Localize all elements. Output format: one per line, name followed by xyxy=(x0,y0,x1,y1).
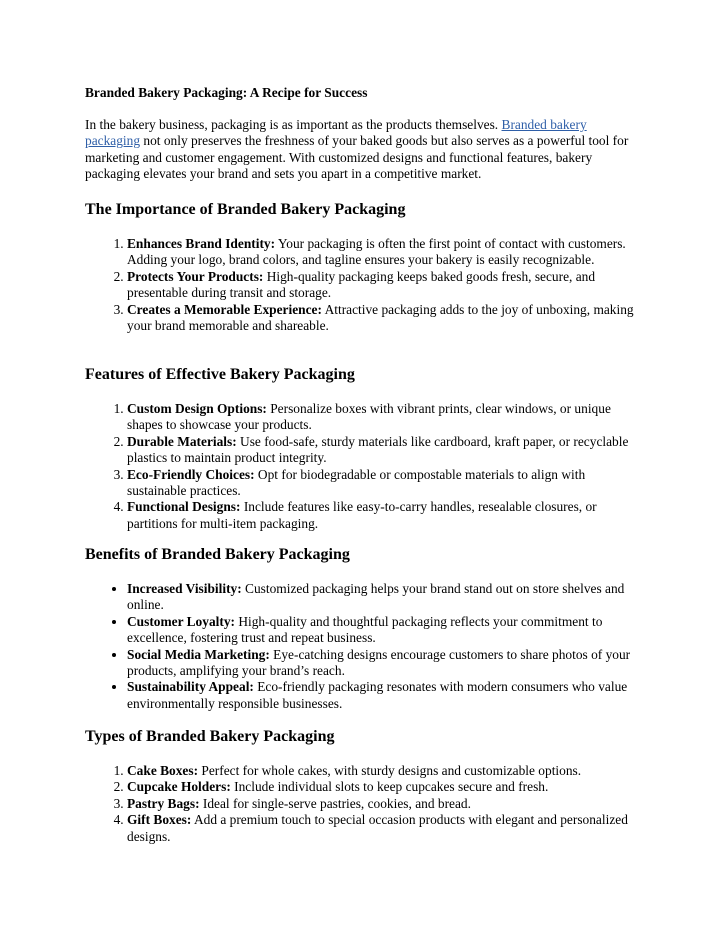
list-item-term: Enhances Brand Identity: xyxy=(127,236,276,251)
list-item-text: Add a premium touch to special occasion products with elegant and personalized designs. xyxy=(127,812,628,844)
list-item-term: Increased Visibility: xyxy=(127,581,242,596)
list-item-term: Sustainability Appeal: xyxy=(127,679,254,695)
list-item-text: Include features like easy-to-carry handles, resealable closures, or partitions for multi-item packaging. xyxy=(127,499,597,531)
list-item-text: Opt for biodegradable or compostable materials to align with sustainable practices. xyxy=(127,466,586,499)
list-item xyxy=(127,779,645,795)
section-benefits xyxy=(85,545,645,712)
list-item xyxy=(127,467,645,500)
section-importance xyxy=(85,200,645,334)
list-item-text: High-quality packaging keeps baked goods fresh, secure, and presentable during transit and storage. xyxy=(127,268,596,301)
list-item-text: Attractive packaging adds to the joy of unboxing, making your brand memorable and shareable. xyxy=(127,301,634,334)
list-item-term: Eco-Friendly Choices: xyxy=(127,466,255,482)
list-item-term: Gift Boxes: xyxy=(127,812,192,828)
list-item xyxy=(127,581,645,614)
list-item-text: Your packaging is often the first point of contact with customers. Adding your logo, brand colors, and tagline ensures your bakery is easily recognizable. xyxy=(127,236,626,268)
list-item-text: High-quality and thoughtful packaging reflects your commitment to excellence, fostering trust and repeat business. xyxy=(127,613,603,646)
intro-text-end: not only preserves the freshness of your baked goods but also serves as a powerful tool for marketing and customer engagement. With customized designs and functional features, bakery packaging elevates your brand and sets you apart in a competitive market. xyxy=(85,133,629,182)
list-item-text: Perfect for whole cakes, with sturdy designs and customizable options. xyxy=(198,763,582,778)
numbered-list xyxy=(85,401,645,532)
section-types xyxy=(85,727,645,845)
list-item xyxy=(127,614,645,647)
list-item-term: Social Media Marketing: xyxy=(127,646,270,662)
list-item xyxy=(127,763,645,779)
list-item-text: Customized packaging helps your brand stand out on store shelves and online. xyxy=(127,581,625,613)
section-heading: The Importance of Branded Bakery Packaging xyxy=(85,201,406,218)
list-item-term: Protects Your Products: xyxy=(127,268,264,284)
list-item xyxy=(127,499,645,532)
list-item-term: Customer Loyalty: xyxy=(127,613,235,629)
branded-bakery-packaging-link[interactable]: Branded bakery packaging xyxy=(85,117,587,149)
bulleted-list xyxy=(85,581,645,712)
list-item xyxy=(127,796,645,812)
numbered-list xyxy=(85,763,645,845)
list-item xyxy=(127,401,645,434)
list-item-term: Custom Design Options: xyxy=(127,401,267,416)
list-item-text: Personalize boxes with vibrant prints, clear windows, or unique shapes to showcase your products. xyxy=(127,401,611,433)
list-item-term: Cake Boxes: xyxy=(127,763,199,778)
intro-text-start: In the bakery business, packaging is as important as the products themselves. xyxy=(85,117,502,132)
section-heading: Features of Effective Bakery Packaging xyxy=(85,366,355,383)
list-item xyxy=(127,434,645,467)
numbered-list xyxy=(85,236,645,334)
list-item xyxy=(127,269,645,302)
list-item-term: Creates a Memorable Experience: xyxy=(127,301,322,317)
intro-paragraph xyxy=(85,117,635,183)
section-heading: Types of Branded Bakery Packaging xyxy=(85,728,335,745)
list-item-term: Cupcake Holders: xyxy=(127,779,231,795)
list-item-text: Eye-catching designs encourage customers to share photos of your products, amplifying your brand’s reach. xyxy=(127,646,631,679)
list-item-text: Eco-friendly packaging resonates with modern consumers who value environmentally responsible businesses. xyxy=(127,679,628,711)
list-item xyxy=(127,236,645,269)
list-item-text: Ideal for single-serve pastries, cookies, and bread. xyxy=(199,795,471,811)
list-item-term: Pastry Bags: xyxy=(127,795,200,811)
section-heading: Benefits of Branded Bakery Packaging xyxy=(85,546,350,563)
list-item xyxy=(127,679,645,712)
list-item-text: Use food-safe, sturdy materials like cardboard, kraft paper, or recyclable plastics to maintain product integrity. xyxy=(127,433,629,466)
list-item-term: Functional Designs: xyxy=(127,499,241,515)
document-title: Branded Bakery Packaging: A Recipe for Success xyxy=(85,85,368,100)
list-item-text: Include individual slots to keep cupcakes secure and fresh. xyxy=(230,779,549,795)
list-item xyxy=(127,302,645,335)
list-item xyxy=(127,812,645,845)
section-features xyxy=(85,365,645,532)
list-item-term: Durable Materials: xyxy=(127,433,237,449)
list-item xyxy=(127,647,645,680)
